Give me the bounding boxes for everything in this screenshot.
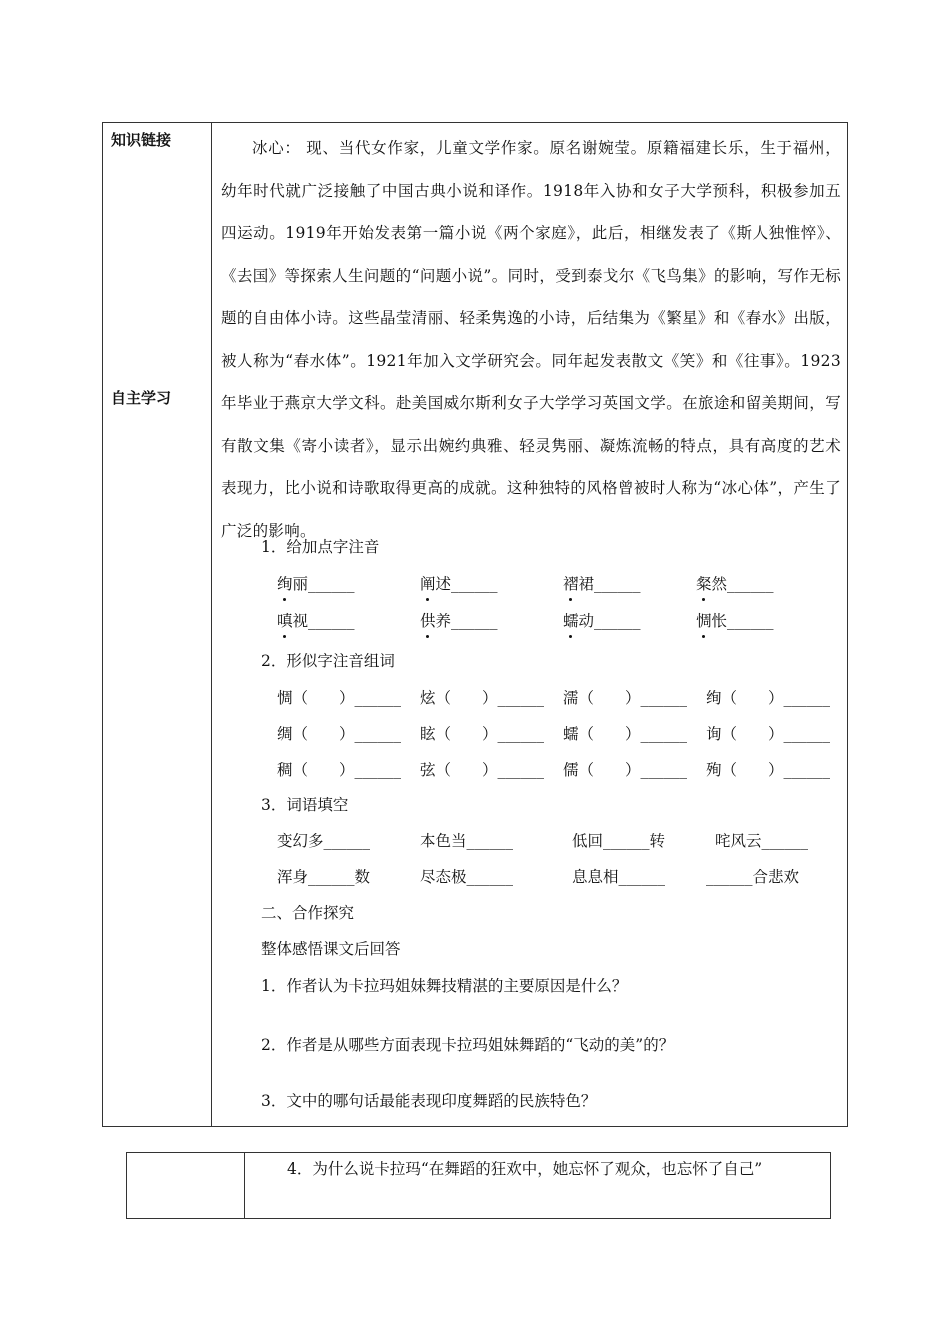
q1-item — [696, 572, 774, 594]
question-3: 3．文中的哪句话最能表现印度舞蹈的民族特色？ — [261, 1092, 597, 1110]
q1-item — [696, 609, 774, 631]
section-subtitle: 整体感悟课文后回答 — [261, 940, 401, 958]
q1-item — [277, 609, 355, 631]
dotted-char: 粲 — [696, 572, 712, 594]
dotted-char: 蠕 — [563, 609, 579, 631]
q1-item-rest: 丽______ — [292, 575, 355, 593]
dotted-char: 嗔 — [277, 609, 293, 631]
q2-item: 儒（ ）______ — [563, 761, 688, 779]
label-knowledge-link: 知识链接 — [111, 131, 172, 149]
q3-item: 尽态极______ — [420, 868, 514, 886]
content-column — [221, 123, 841, 1110]
q1-item-rest: 视______ — [292, 612, 355, 630]
q2-item: 绸（ ）______ — [277, 725, 402, 743]
dotted-char: 惆 — [696, 609, 712, 631]
q2-item: 炫（ ）______ — [420, 689, 545, 707]
q2-title: 2．形似字注音组词 — [261, 652, 395, 670]
label-self-study: 自主学习 — [111, 389, 172, 407]
question-2: 2．作者是从哪些方面表现卡拉玛姐妹舞蹈的“飞动的美”的？ — [261, 1036, 675, 1054]
q1-item — [563, 609, 641, 631]
q3-item: 息息相______ — [572, 868, 666, 886]
q1-item-rest: 述______ — [435, 575, 498, 593]
dotted-char: 供 — [420, 609, 436, 631]
q3-item: 浑身______数 — [277, 868, 371, 886]
q1-item — [563, 572, 641, 594]
q2-item: 弦（ ）______ — [420, 761, 545, 779]
column-divider — [244, 1153, 245, 1218]
q3-item: 低回______转 — [572, 832, 666, 850]
q2-item: 殉（ ）______ — [706, 761, 831, 779]
question-1: 1．作者认为卡拉玛姐妹舞技精湛的主要原因是什么？ — [261, 977, 628, 995]
q1-item-rest: 怅______ — [711, 612, 774, 630]
q1-item — [277, 572, 355, 594]
q3-item: 本色当______ — [420, 832, 514, 850]
question-4: 4．为什么说卡拉玛“在舞蹈的狂欢中，她忘怀了观众，也忘怀了自己” — [287, 1160, 763, 1178]
column-divider — [211, 123, 212, 1126]
q1-item-rest: 养______ — [435, 612, 498, 630]
q2-item: 绚（ ）______ — [706, 689, 831, 707]
q2-item: 濡（ ）______ — [563, 689, 688, 707]
q2-item: 蠕（ ）______ — [563, 725, 688, 743]
continuation-table — [126, 1152, 831, 1219]
q3-item: 变幻多______ — [277, 832, 371, 850]
dotted-char: 褶 — [563, 572, 579, 594]
q1-title: 1．给加点字注音 — [261, 538, 380, 556]
q3-item: 咤风云______ — [715, 832, 809, 850]
q1-item-rest: 裙______ — [578, 575, 641, 593]
q3-title: 3．词语填空 — [261, 796, 349, 814]
q2-item: 眩（ ）______ — [420, 725, 545, 743]
section-cooperative: 二、合作探究 — [261, 904, 355, 922]
q1-item-rest: 动______ — [578, 612, 641, 630]
study-table — [102, 122, 848, 1127]
q1-item — [420, 609, 498, 631]
q1-item-rest: 然______ — [711, 575, 774, 593]
q2-item: 惆（ ）______ — [277, 689, 402, 707]
dotted-char: 绚 — [277, 572, 293, 594]
intro-paragraph: 冰心： 现、当代女作家，儿童文学作家。原名谢婉莹。原籍福建长乐，生于福州，幼年时代就广泛接触了中国古典小说和译作。1918年入协和女子大学预科，积极参加五四运动。1919年开始发表第一篇小说《两个家庭》，此后，相继发表了《斯人独惟悴》、《去国》等探索人生问题的“问题小说”。同时，受到泰戈尔《飞鸟集》的影响，写作无标题的自由体小诗。这些晶莹清丽、轻柔隽逸的小诗，后结集为《繁星》和《春水》出版，被人称为“春水体”。1921年加入文学研究会。同年起发表散文《笑》和《往事》。1923年毕业于燕京大学文科。赴美国威尔斯利女子大学学习英国文学。在旅途和留美期间，写有散文集《寄小读者》，显示出婉约典雅、轻灵隽丽、凝炼流畅的特点，具有高度的艺术表现力，比小说和诗歌取得更高的成就。这种独特的风格曾被时人称为“冰心体”，产生了广泛的影响。 — [221, 139, 841, 540]
q2-item: 询（ ）______ — [706, 725, 831, 743]
q2-item: 稠（ ）______ — [277, 761, 402, 779]
q3-item: ______合悲欢 — [706, 868, 800, 886]
q1-item — [420, 572, 498, 594]
dotted-char: 阐 — [420, 572, 436, 594]
